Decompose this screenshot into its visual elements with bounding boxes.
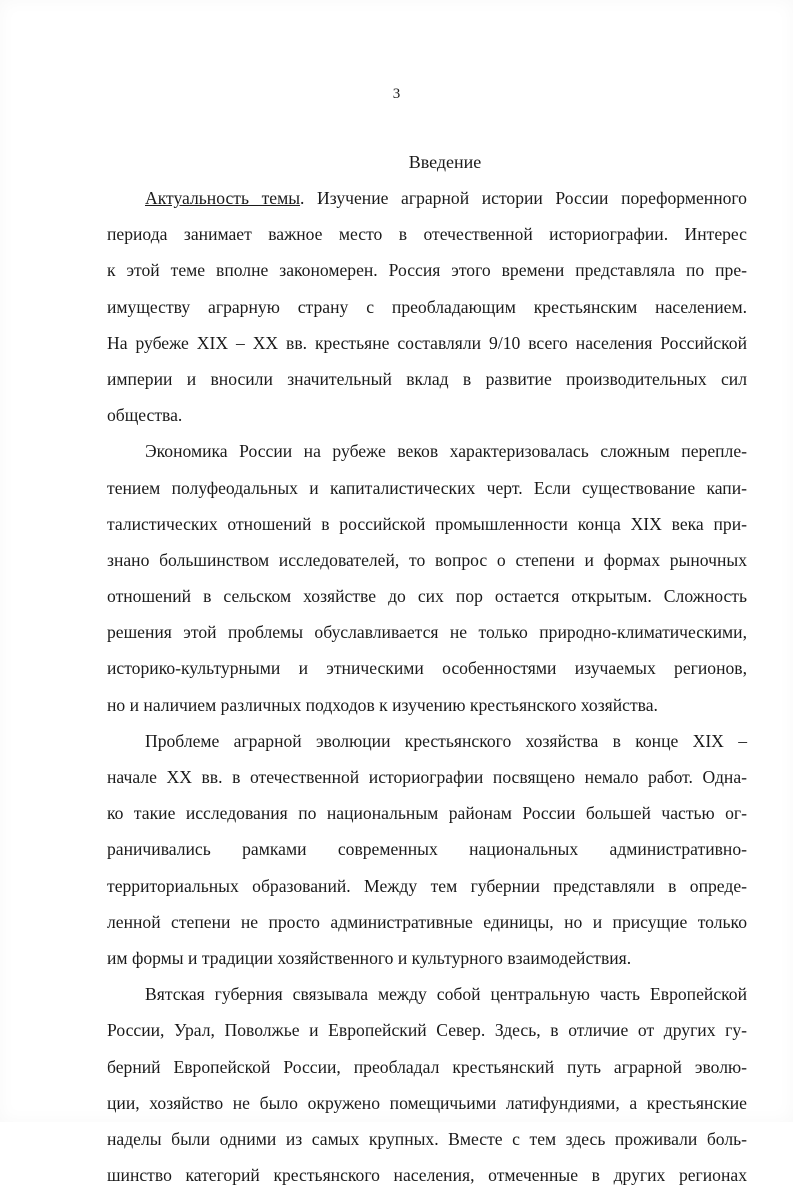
page-number: 3 bbox=[392, 86, 401, 102]
text-line: имуществу аграрную страну с преобладающим крестьянским населением. bbox=[107, 296, 747, 317]
text-line: раничивались рамками современных национальных административно- bbox=[107, 839, 747, 860]
text-line: отношений в сельском хозяйстве до сих пор остается открытым. Сложность bbox=[107, 586, 747, 607]
text-line: шинство категорий крестьянского населения, отмеченные в других регионах bbox=[107, 1165, 747, 1186]
text-line: знано большинством исследователей, то вопрос о степени и формах рыночных bbox=[107, 549, 747, 570]
text-line: периода занимает важное место в отечественной историографии. Интерес bbox=[107, 224, 747, 245]
text-line: На рубеже XIX – XX вв. крестьяне составляли 9/10 всего населения Российской bbox=[107, 332, 747, 353]
text-line: ции, хозяйство не было окружено помещичьими латифундиями, а крестьянские bbox=[107, 1092, 747, 1113]
paragraph-2 bbox=[107, 433, 747, 723]
section-heading: Введение bbox=[408, 152, 482, 172]
intro-title: Актуальность темы bbox=[145, 188, 301, 208]
text-line: Актуальность темы. Изучение аграрной истории России пореформенного bbox=[145, 188, 747, 208]
text-line: ленной степени не просто административные единицы, но и присущие только bbox=[107, 911, 747, 932]
text-line: к этой теме вполне закономерен. Россия этого времени представляла по пре- bbox=[107, 260, 747, 281]
paragraph-3 bbox=[107, 723, 747, 976]
body-text bbox=[107, 180, 747, 1193]
text-line: Вятская губерния связывала между собой центральную часть Европейской bbox=[145, 984, 747, 1005]
text-line: берний Европейской России, преобладал крестьянский путь аграрной эволю- bbox=[107, 1056, 747, 1077]
text-line: но и наличием различных подходов к изучению крестьянского хозяйства. bbox=[107, 694, 658, 715]
paragraph-1 bbox=[107, 180, 747, 433]
text-line: решения этой проблемы обуславливается не только природно-климатическими, bbox=[107, 622, 747, 643]
text-line: им формы и традиции хозяйственного и культурного взаимодействия. bbox=[107, 947, 632, 968]
text-line: историко-культурными и этническими особенностями изучаемых регионов, bbox=[107, 658, 747, 679]
text-line: наделы были одними из самых крупных. Вместе с тем здесь проживали боль- bbox=[107, 1128, 747, 1149]
text-line: талистических отношений в российской промышленности конца XIX века при- bbox=[107, 513, 747, 534]
text-line: ко такие исследования по национальным районам России большей частью ог- bbox=[107, 803, 747, 824]
text-line: России, Урал, Поволжье и Европейский Север. Здесь, в отличие от других гу- bbox=[107, 1020, 747, 1041]
text-line: тением полуфеодальных и капиталистических черт. Если существование капи- bbox=[107, 477, 747, 498]
text-line: начале XX вв. в отечественной историографии посвящено немало работ. Одна- bbox=[107, 767, 747, 787]
text-line: территориальных образований. Между тем губернии представляли в опреде- bbox=[107, 875, 747, 896]
text-line: империи и вносили значительный вклад в развитие производительных сил bbox=[107, 368, 747, 389]
text-line: общества. bbox=[107, 405, 183, 426]
text-line: Экономика России на рубеже веков характеризовалась сложным перепле- bbox=[145, 441, 747, 462]
paragraph-4 bbox=[107, 976, 747, 1193]
text-line: Проблеме аграрной эволюции крестьянского хозяйства в конце XIX – bbox=[145, 730, 747, 751]
